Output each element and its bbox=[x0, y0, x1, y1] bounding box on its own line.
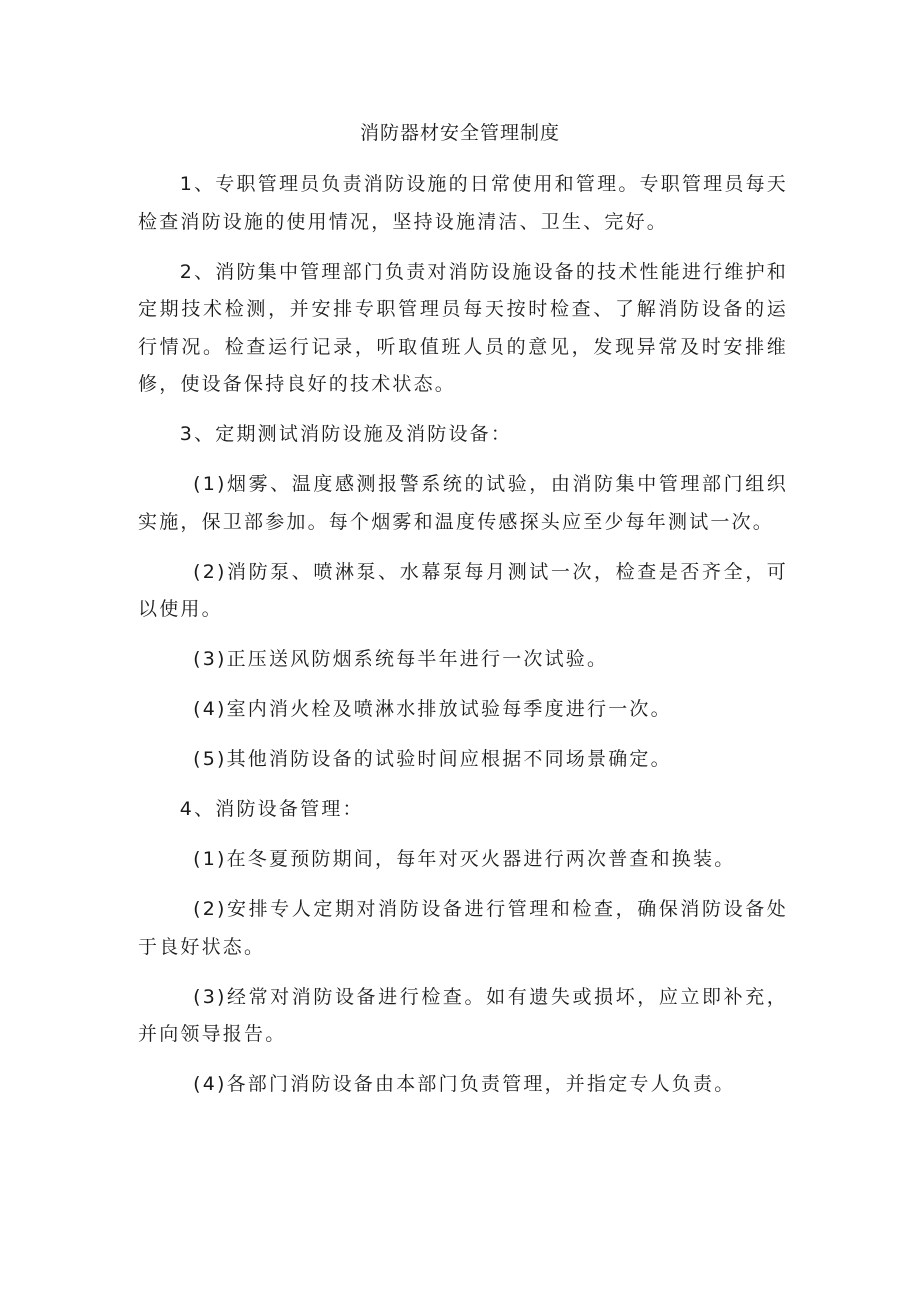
paragraph-item-4-1: (1)在冬夏预防期间，每年对灭火器进行两次普查和换装。 bbox=[193, 848, 736, 870]
paragraph-section-1: 1、专职管理员负责消防设施的日常使用和管理。专职管理员每天检查消防设施的使用情况，坚持设施清洁、卫生、完好。 bbox=[138, 173, 788, 233]
paragraph-section-2: 2、消防集中管理部门负责对消防设施设备的技术性能进行维护和定期技术检测，并安排专职管理员每天按时检查、了解消防设备的运行情况。检查运行记录，听取值班人员的意见，发现异常及时安排维修，使设备保持良好的技术状态。 bbox=[138, 260, 788, 395]
paragraph-item-3-4: (4)室内消火栓及喷淋水排放试验每季度进行一次。 bbox=[193, 698, 672, 720]
paragraph-item-3-3: (3)正压送风防烟系统每半年进行一次试验。 bbox=[193, 648, 609, 670]
paragraph-item-3-2: (2)消防泵、喷淋泵、水幕泵每月测试一次，检查是否齐全，可以使用。 bbox=[138, 560, 788, 620]
paragraph-section-4: 4、消防设备管理： bbox=[179, 798, 364, 820]
paragraph-item-4-4: (4)各部门消防设备由本部门负责管理，并指定专人负责。 bbox=[193, 1073, 736, 1095]
paragraph-item-3-1: (1)烟雾、温度感测报警系统的试验，由消防集中管理部门组织实施，保卫部参加。每个烟雾和温度传感探头应至少每年测试一次。 bbox=[138, 473, 788, 533]
document-body bbox=[138, 166, 788, 1116]
document-title: 消防器材安全管理制度 bbox=[359, 122, 560, 144]
paragraph-item-3-5: (5)其他消防设备的试验时间应根据不同场景确定。 bbox=[193, 748, 672, 770]
paragraph-item-4-2: (2)安排专人定期对消防设备进行管理和检查，确保消防设备处于良好状态。 bbox=[138, 898, 788, 958]
paragraph-item-4-3: (3)经常对消防设备进行检查。如有遗失或损坏，应立即补充，并向领导报告。 bbox=[138, 985, 788, 1045]
paragraph-section-3: 3、定期测试消防设施及消防设备： bbox=[179, 423, 513, 445]
